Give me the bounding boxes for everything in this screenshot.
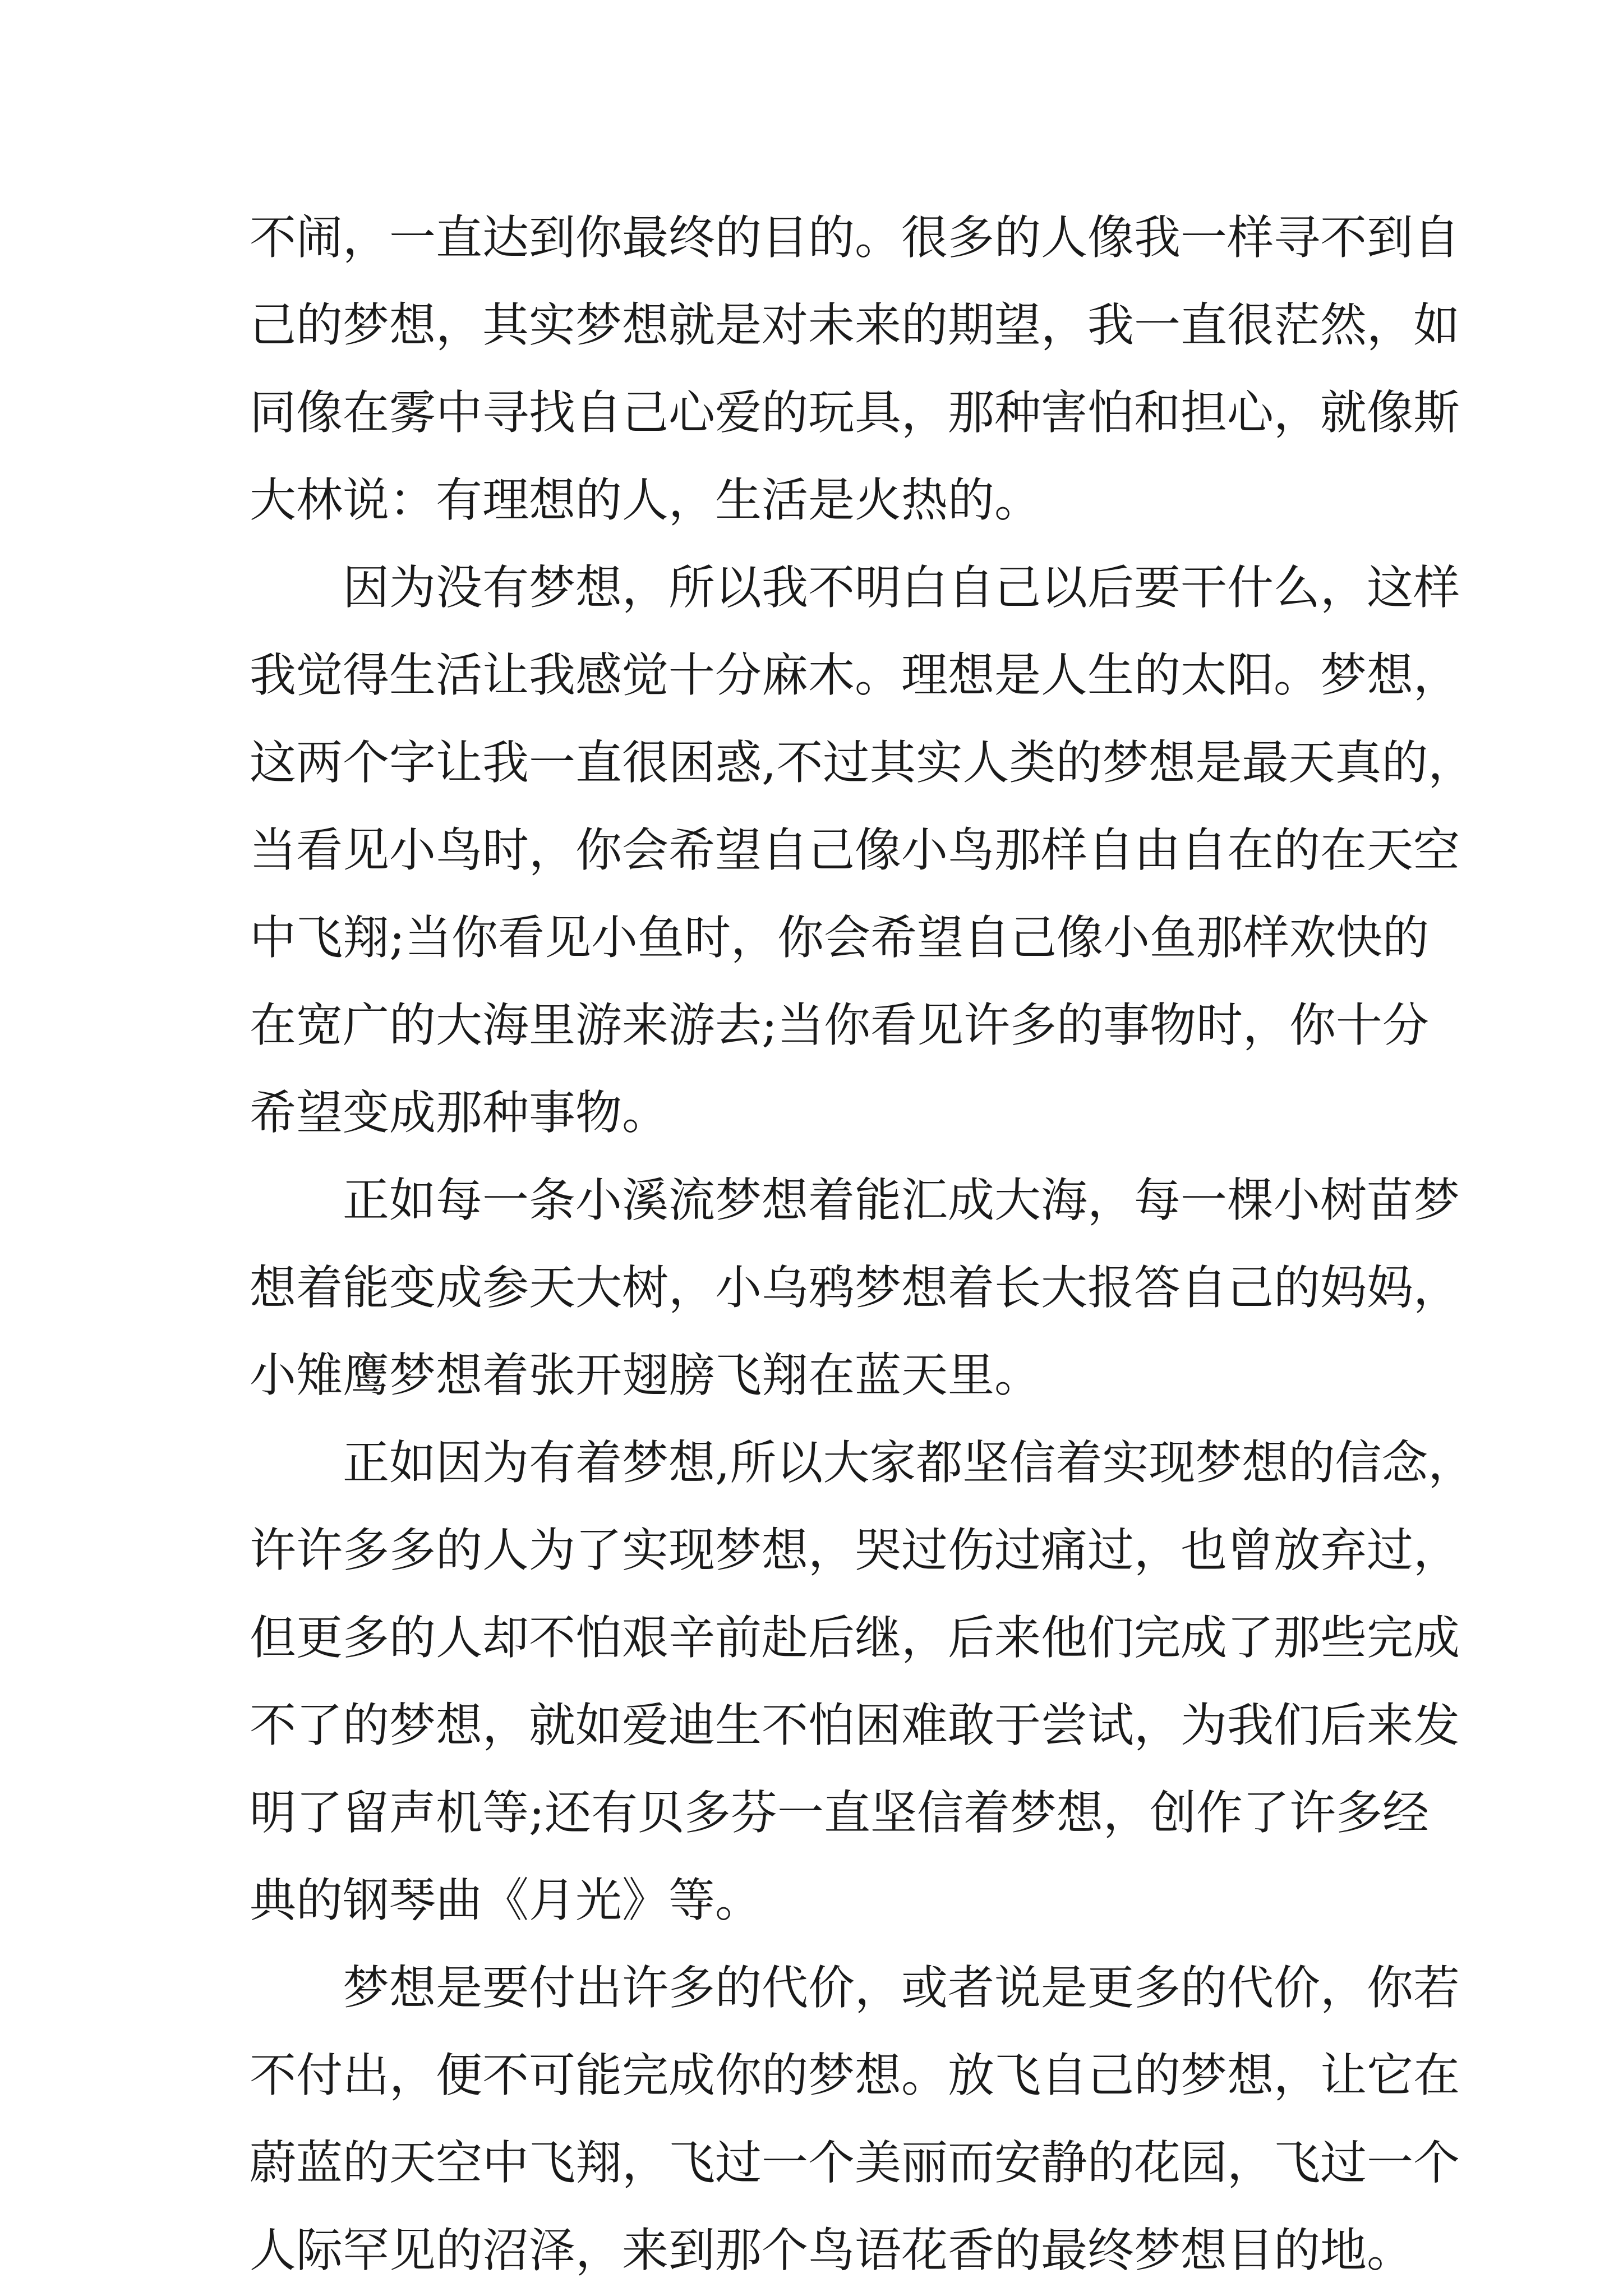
text-line: 同像在雾中寻找自己心爱的玩具，那种害怕和担心，就像斯 (250, 385, 1460, 440)
text-line: 蔚蓝的天空中飞翔，飞过一个美丽而安静的花园，飞过一个 (250, 2136, 1460, 2190)
text-line: 许许多多的人为了实现梦想，哭过伤过痛过，也曾放弃过， (250, 1523, 1460, 1577)
text-line: 不闹，一直达到你最终的目的。很多的人像我一样寻不到自 (250, 210, 1460, 265)
text-line: 希望变成那种事物。 (250, 1085, 668, 1140)
text-line: 中飞翔;当你看见小鱼时，你会希望自己像小鱼那样欢快的 (250, 910, 1429, 965)
text-line: 想着能变成参天大树，小乌鸦梦想着长大报答自己的妈妈， (250, 1260, 1460, 1315)
paragraph-first-line: 因为没有梦想，所以我不明白自己以后要干什么，这样 (343, 560, 1460, 615)
text-line: 当看见小鸟时，你会希望自己像小鸟那样自由自在的在天空 (250, 823, 1460, 877)
text-line: 小雉鹰梦想着张开翅膀飞翔在蓝天里。 (250, 1348, 1041, 1402)
text-line: 明了留声机等;还有贝多芬一直坚信着梦想，创作了许多经 (250, 1786, 1429, 1840)
text-line: 不了的梦想，就如爱迪生不怕困难敢于尝试，为我们后来发 (250, 1698, 1460, 1752)
body-text (250, 194, 1475, 2294)
text-line: 己的梦想，其实梦想就是对未来的期望，我一直很茫然，如 (250, 298, 1460, 352)
text-line: 我觉得生活让我感觉十分麻木。理想是人生的太阳。梦想， (250, 648, 1460, 702)
paragraph-first-line: 正如每一条小溪流梦想着能汇成大海，每一棵小树苗梦 (343, 1173, 1460, 1227)
text-line: 典的钢琴曲《月光》等。 (250, 1873, 762, 1927)
text-line: 这两个字让我一直很困惑,不过其实人类的梦想是最天真的， (250, 735, 1475, 790)
paragraph-first-line: 正如因为有着梦想,所以大家都坚信着实现梦想的信念， (343, 1435, 1475, 1490)
text-line: 大林说：有理想的人，生活是火热的。 (250, 473, 1041, 527)
text-line: 在宽广的大海里游来游去;当你看见许多的事物时，你十分 (250, 998, 1429, 1052)
text-line: 但更多的人却不怕艰辛前赴后继，后来他们完成了那些完成 (250, 1611, 1460, 1665)
paragraph-first-line: 梦想是要付出许多的代价，或者说是更多的代价，你若 (343, 1961, 1460, 2015)
text-line: 人际罕见的沼泽，来到那个鸟语花香的最终梦想目的地。 (250, 2223, 1413, 2277)
text-line: 不付出，便不可能完成你的梦想。放飞自己的梦想，让它在 (250, 2048, 1460, 2102)
